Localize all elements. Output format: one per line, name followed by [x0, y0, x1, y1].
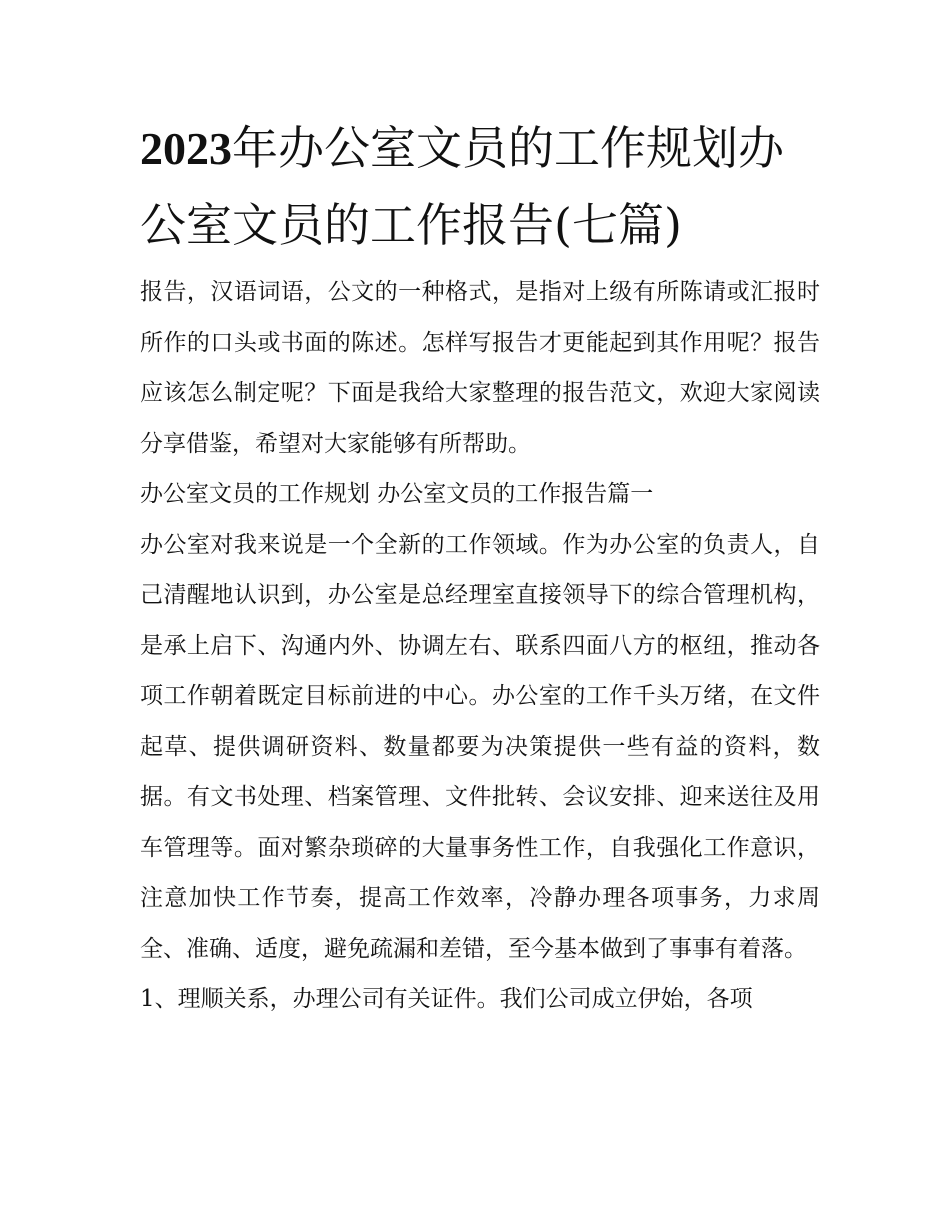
body-paragraph: 办公室对我来说是一个全新的工作领域。作为办公室的负责人，自己清醒地认识到，办公室是总经理室直接领导下的综合管理机构，是承上启下、沟通内外、协调左右、联系四面八方的枢纽，推动各项工作朝着既定目标前进的中心。办公室的工作千头万绪，在文件起草、提供调研资料、数量都要为决策提供一些有益的资料，数据。有文书处理、档案管理、文件批转、会议安排、迎来送往及用车管理等。面对繁杂琐碎的大量事务性工作，自我强化工作意识，注意加快工作节奏，提高工作效率，冷静办理各项事务，力求周全、准确、适度，避免疏漏和差错，至今基本做到了事事有着落。: [140, 531, 820, 962]
document-title: [140, 110, 820, 263]
section-heading: 办公室文员的工作规划 办公室文员的工作报告篇一: [140, 481, 654, 507]
document-page: [140, 110, 820, 1025]
intro-paragraph: 报告，汉语词语，公文的一种格式，是指对上级有所陈请或汇报时所作的口头或书面的陈述。怎样写报告才更能起到其作用呢？报告应该怎么制定呢？下面是我给大家整理的报告范文，欢迎大家阅读分享借鉴，希望对大家能够有所帮助。: [140, 279, 820, 457]
list-item-1: 1、理顺关系，办理公司有关证件。我们公司成立伊始，各项: [140, 986, 753, 1012]
title-text: 年办公室文员的工作规划办公室文员的工作报告(七篇): [140, 121, 784, 252]
title-year: 2023: [140, 123, 232, 174]
